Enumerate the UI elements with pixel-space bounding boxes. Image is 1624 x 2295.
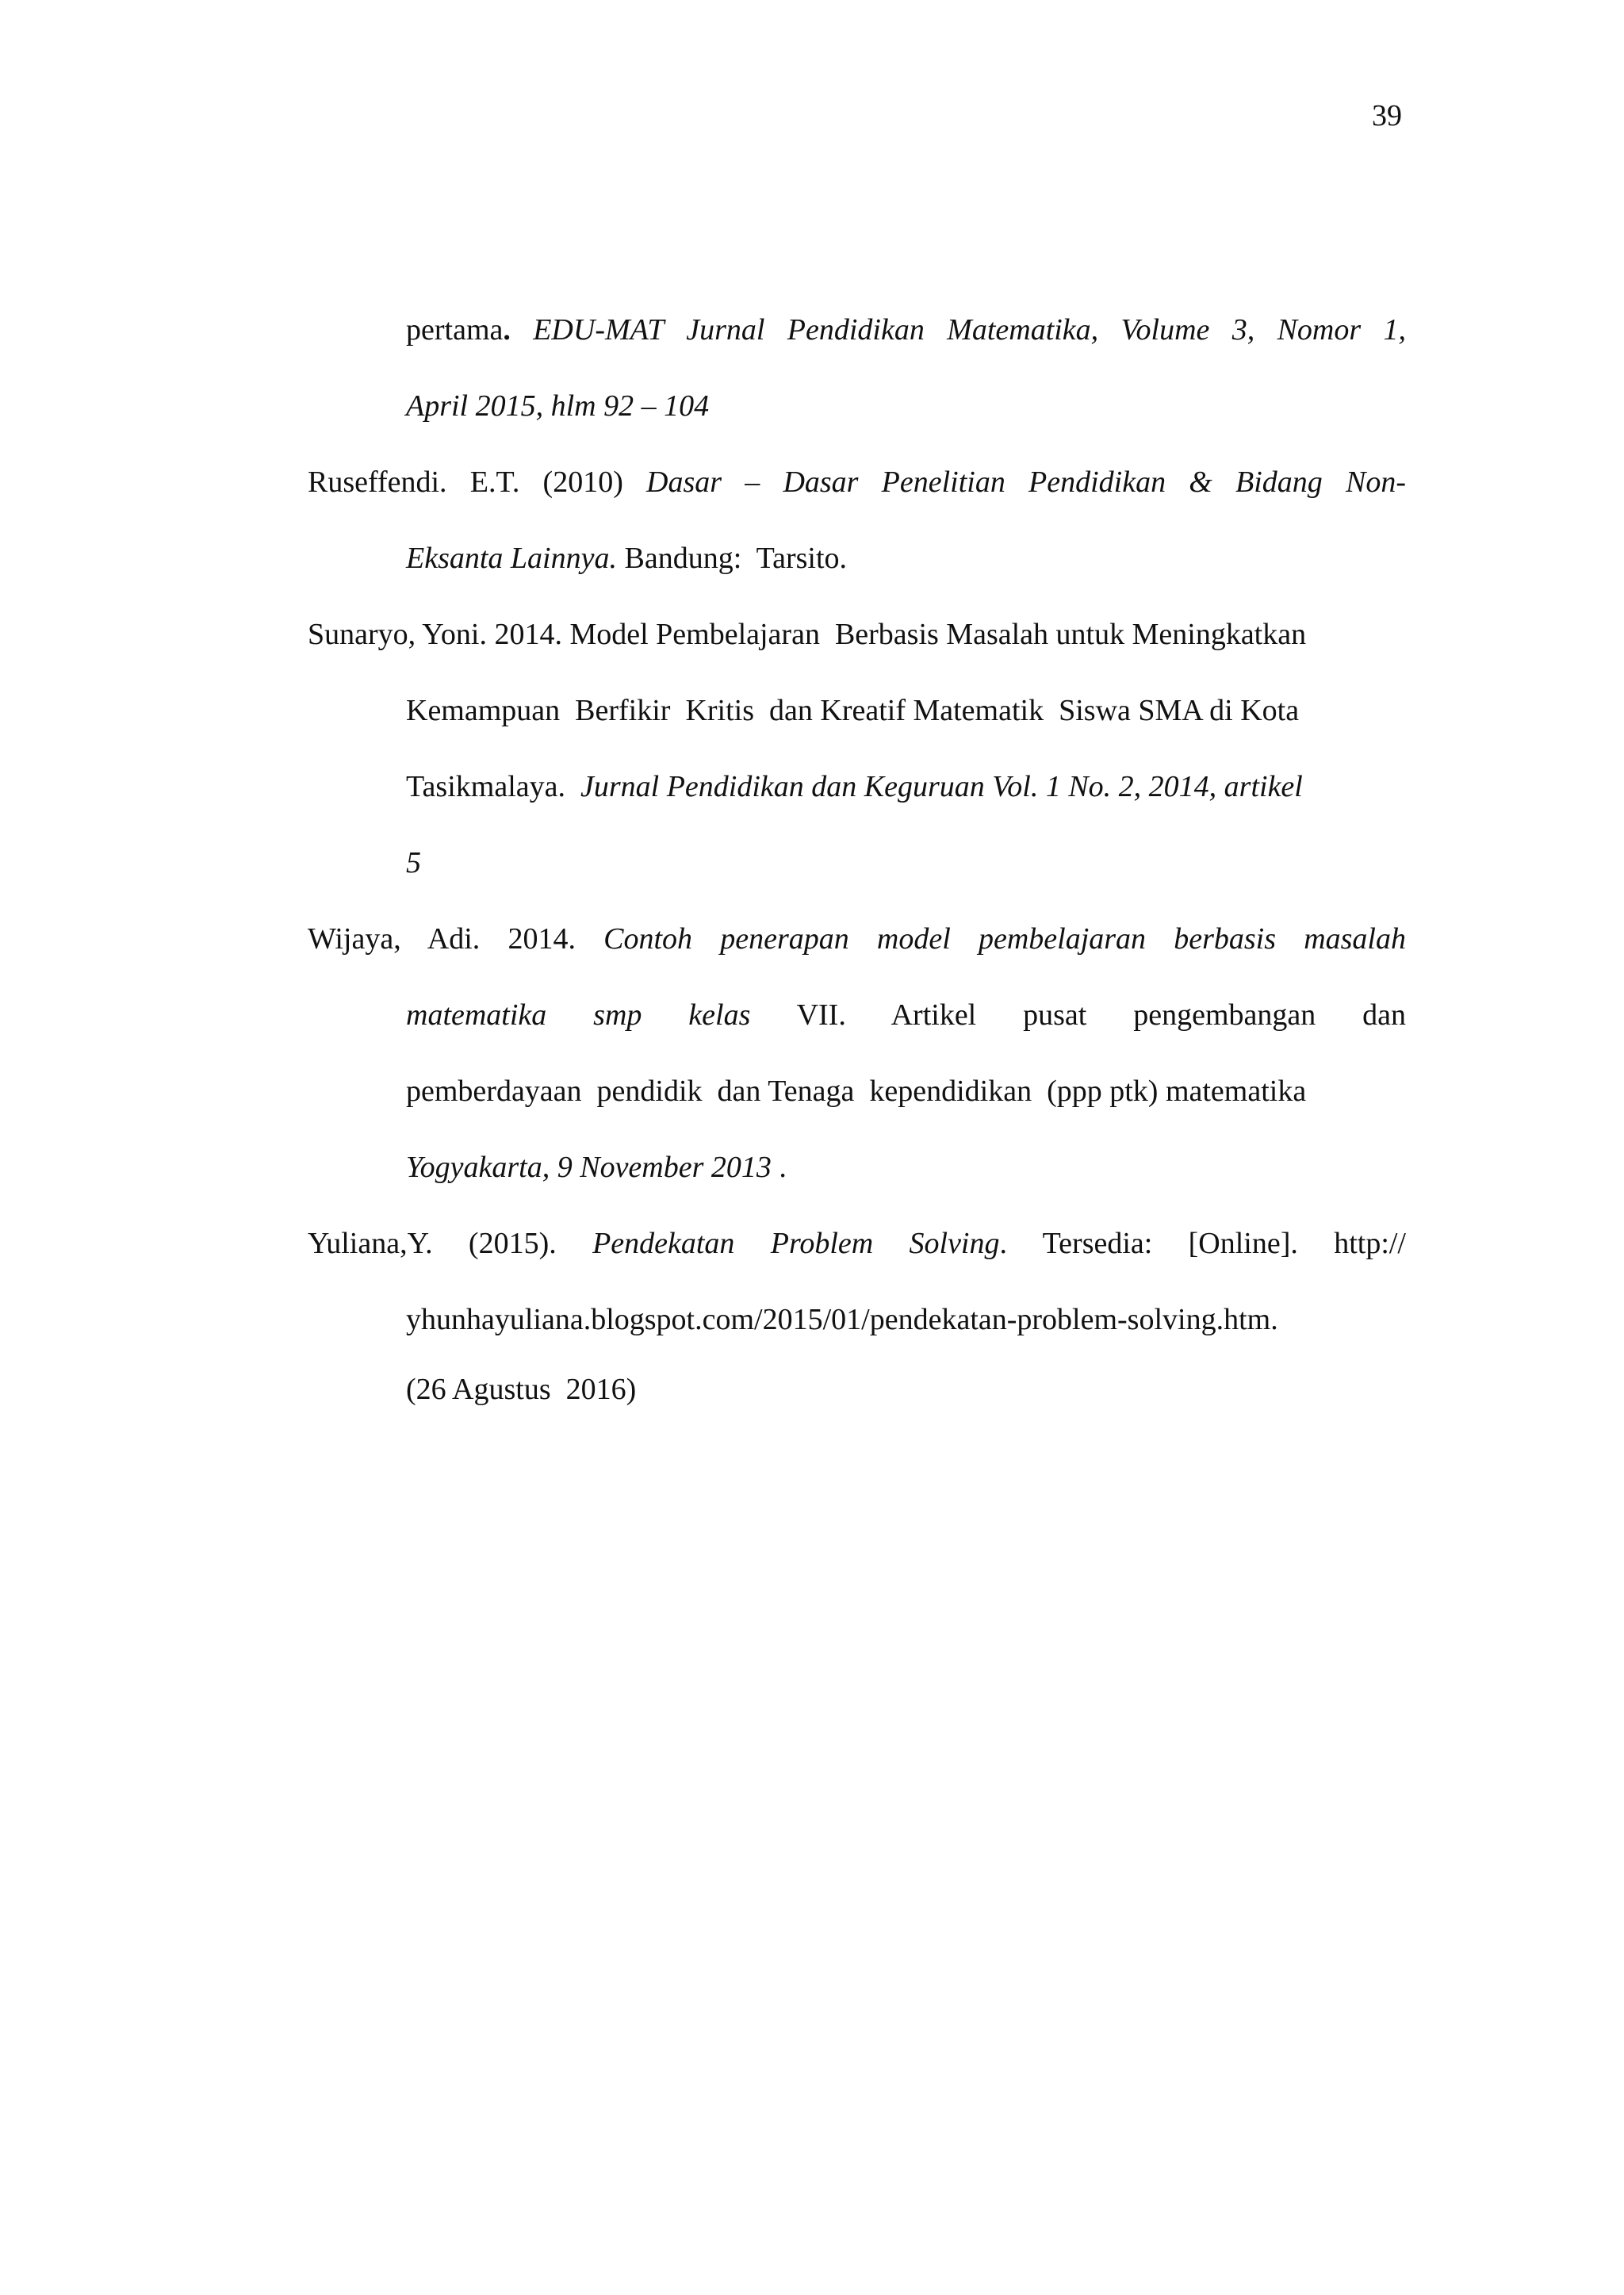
reference-sunaryo-line-4 <box>406 844 421 882</box>
reference-text: . <box>503 313 511 347</box>
reference-wijaya-line-4 <box>406 1148 787 1186</box>
reference-text: . <box>771 1151 787 1184</box>
reference-text: pemberdayaan pendidik dan Tenaga kependidikan (ppp ptk) matematika <box>406 1075 1307 1108</box>
reference-text: Sunaryo, Yoni. 2014. Model Pembelajaran Berbasis Masalah untuk Meningkatkan <box>308 618 1307 651</box>
reference-text: Eksanta Lainnya. <box>406 542 617 575</box>
reference-wijaya-line-3 <box>406 1072 1306 1110</box>
reference-text: yhunhayuliana.blogspot.com/2015/01/pendekatan-problem-solving.htm. <box>406 1303 1278 1336</box>
reference-text: 5 <box>406 846 421 879</box>
reference-text: Contoh penerapan model pembelajaran berbasis masalah <box>603 922 1406 956</box>
reference-ruseffendi-line-1 <box>308 463 1406 501</box>
reference-text: Wijaya, Adi. 2014. <box>308 922 604 956</box>
reference-wijaya-line-2 <box>406 996 1406 1034</box>
reference-text: VII. Artikel pusat pengembangan dan <box>750 998 1406 1032</box>
reference-text: matematika smp kelas <box>406 998 751 1032</box>
reference-text: Kemampuan Berfikir Kritis dan Kreatif Matematik Siswa SMA di Kota <box>406 694 1300 727</box>
reference-text: pertama <box>406 313 504 347</box>
reference-text: Tasikmalaya. <box>406 770 580 803</box>
reference-sunaryo-line-3 <box>406 768 1303 806</box>
reference-text: Dasar – Dasar Penelitian Pendidikan & Bidang Non- <box>646 466 1406 499</box>
reference-continued-line-2 <box>406 387 709 425</box>
reference-text: Ruseffendi. E.T. (2010) <box>308 466 647 499</box>
reference-sunaryo-line-2 <box>406 692 1299 730</box>
reference-yuliana-line-1 <box>308 1224 1406 1262</box>
reference-sunaryo-line-1 <box>308 615 1306 653</box>
page-number: 39 <box>1372 99 1402 132</box>
reference-continued-line-1 <box>406 311 1406 349</box>
reference-yuliana-line-3 <box>406 1370 636 1408</box>
reference-text: Bandung: Tarsito. <box>616 542 848 575</box>
reference-text: Yogyakarta, 9 November 2013 <box>406 1151 772 1184</box>
reference-text: April 2015, hlm 92 – 104 <box>406 389 710 423</box>
reference-yuliana-line-2 <box>406 1301 1278 1339</box>
reference-text: EDU-MAT Jurnal Pendidikan Matematika, Volume 3, Nomor 1, <box>510 313 1406 347</box>
reference-text: Jurnal Pendidikan dan Keguruan Vol. 1 No. 2, 2014, artikel <box>580 770 1303 803</box>
reference-ruseffendi-line-2 <box>406 539 847 577</box>
reference-wijaya-line-1 <box>308 920 1406 958</box>
reference-text: (26 Agustus 2016) <box>406 1373 637 1406</box>
reference-text: . Tersedia: [Online]. http:// <box>999 1227 1406 1260</box>
reference-text: Yuliana,Y. (2015). <box>308 1227 593 1260</box>
reference-text: Pendekatan Problem Solving <box>592 1227 1000 1260</box>
